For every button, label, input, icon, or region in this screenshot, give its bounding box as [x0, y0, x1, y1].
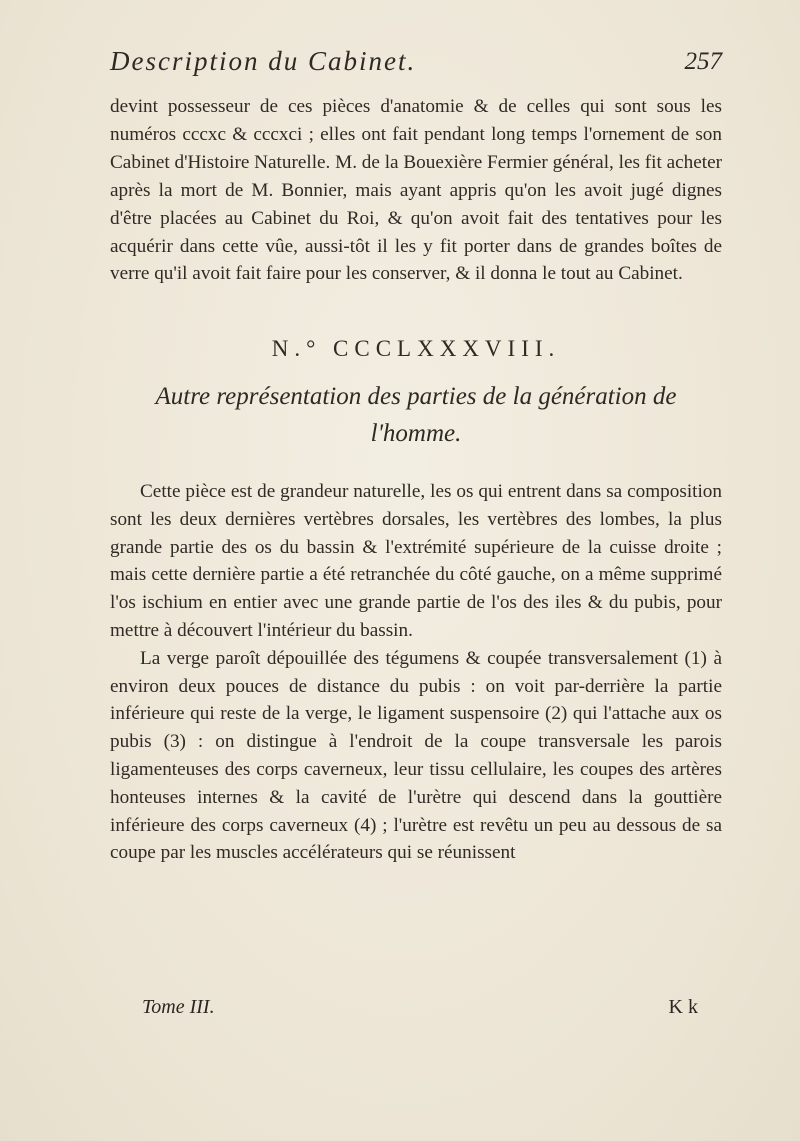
body-paragraph-2: La verge paroît dépouillée des tégumens & coupée transversalement (1) à environ deux pouces de distance du pubis : on voit par-derrière la partie inférieure qui reste de la verge, le ligament suspensoire (2) qui l'attache aux os pubis (3) : on distingue à l'endroit de la coupe transversale les parois ligamenteuses des corps caverneux, leur tissu cellulaire, les coupes des artères honteuses internes & la cavité de l'urètre qui descend dans la gouttière inférieure des corps caverneux (4) ; l'urètre est revêtu un peu au dessous de sa coupe par les muscles accélérateurs qui se réunissent	[110, 647, 722, 864]
running-title: Description du Cabinet.	[110, 46, 417, 76]
page-number: 257	[684, 48, 722, 75]
entry-title: Autre représentation des parties de la génération de l'homme.	[155, 383, 677, 447]
volume-label: Tome III.	[142, 996, 215, 1018]
entry-number: N.° CCCLXXXVIII.	[271, 336, 561, 361]
entry-body	[110, 478, 722, 867]
signature-mark: K k	[668, 996, 698, 1018]
intro-paragraph: devint possesseur de ces pièces d'anatomie & de celles qui sont sous les numéros cccxc & cccxci ; elles ont fait pendant long temps l'ornement de son Cabinet d'Histoire Naturelle. M. de la Bouexière Fermier général, les fit acheter après la mort de M. Bonnier, mais ayant appris qu'on les avoit jugé dignes d'être placées au Cabinet du Roi, & qu'on avoit fait des tentatives pour les acquérir dans cette vûe, aussi-tôt il les y fit porter dans de grandes boîtes de verre qu'il avoit fait faire pour les conserver, & il donna le tout au Cabinet.	[110, 96, 722, 285]
body-paragraph-1: Cette pièce est de grandeur naturelle, les os qui entrent dans sa composition sont les deux dernières vertèbres dorsales, les vertèbres des lombes, la plus grande partie des os du bassin & l'extrémité supérieure de la cuisse droite ; mais cette dernière partie a été retranchée du côté gauche, on a même supprimé l'os ischium en entier avec une grande partie de l'os des iles & du pubis, pour mettre à découvert l'intérieur du bassin.	[110, 481, 722, 641]
page-footer	[142, 996, 698, 1024]
